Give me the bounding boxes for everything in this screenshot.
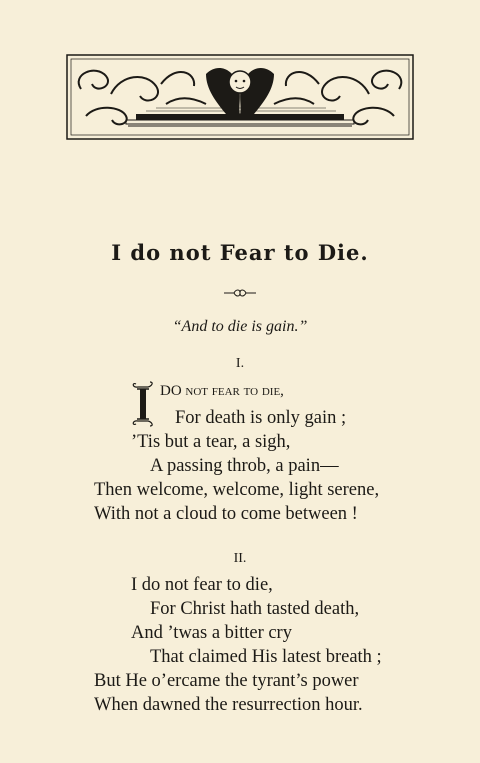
stanza-1-line-3: ’Tis but a tear, a sigh, [131,432,291,452]
stanza-2-line-5: But He o’ercame the tyrant’s power [94,671,359,691]
stanza-2-line-2: For Christ hath tasted death, [150,599,360,619]
header-ornament [66,54,414,140]
stanza-2-line-4: That claimed His latest breath ; [150,647,382,667]
stanza-2-line-3: And ’twas a bitter cry [131,623,292,643]
drop-cap [130,380,156,428]
stanza-1-line-4: A passing throb, a pain— [150,456,339,476]
stanza-1-line-6: With not a cloud to come between ! [94,504,358,524]
stanza-1-line-5: Then welcome, welcome, light serene, [94,480,380,500]
stanza-number-2: II. [233,551,247,566]
stanza-number-1: I. [235,356,245,371]
poem-title: I do not Fear to Die. [111,240,369,265]
divider-flourish [222,287,258,299]
drop-cap-ornament [130,380,156,428]
stanza-1-line-1: DO not fear to die, [160,383,284,399]
stanza-2-line-1: I do not fear to die, [131,575,273,595]
epigraph: “And to die is gain.” [172,318,308,335]
stanza-1-line-2: For death is only gain ; [175,408,347,428]
stanza-2-line-6: When dawned the resurrection hour. [94,695,363,715]
